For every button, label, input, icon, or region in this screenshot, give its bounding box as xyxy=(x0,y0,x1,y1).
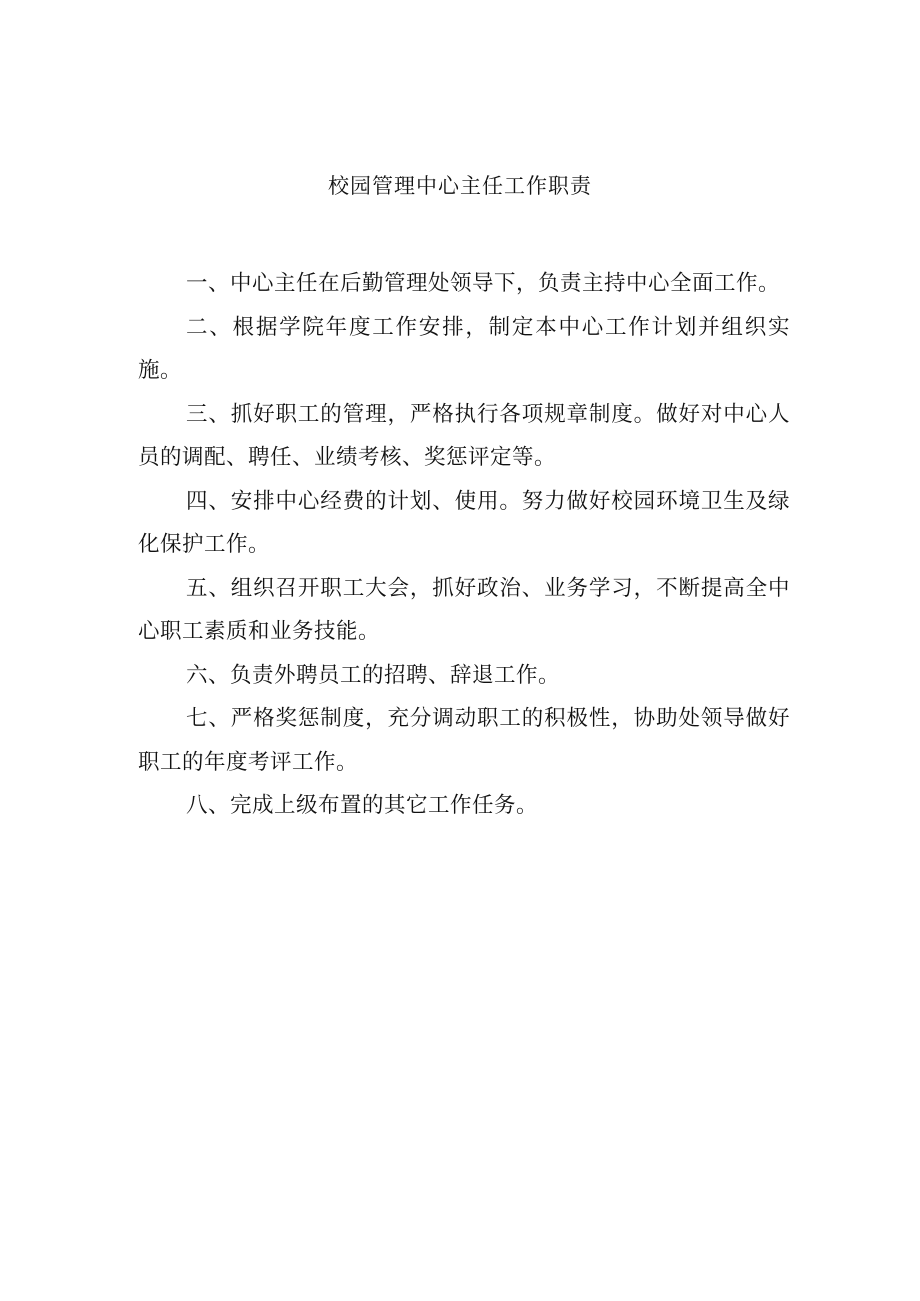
document-body xyxy=(138,262,790,828)
duty-item-4: 四、安排中心经费的计划、使用。努力做好校园环境卫生及绿化保护工作。 xyxy=(138,488,790,557)
duty-item-3: 三、抓好职工的管理，严格执行各项规章制度。做好对中心人员的调配、聘任、业绩考核、奖惩评定等。 xyxy=(138,401,790,470)
duty-item-6: 六、负责外聘员工的招聘、辞退工作。 xyxy=(186,662,561,688)
duty-item-8: 八、完成上级布置的其它工作任务。 xyxy=(186,793,539,818)
duty-item-7: 七、严格奖惩制度，充分调动职工的积极性，协助处领导做好职工的年度考评工作。 xyxy=(138,706,790,775)
document-title: 校园管理中心主任工作职责 xyxy=(328,174,592,198)
duty-item-5: 五、组织召开职工大会，抓好政治、业务学习，不断提高全中心职工素质和业务技能。 xyxy=(138,575,790,644)
duty-item-1: 一、中心主任在后勤管理处领导下，负责主持中心全面工作。 xyxy=(186,271,781,296)
duty-item-2: 二、根据学院年度工作安排，制定本中心工作计划并组织实施。 xyxy=(138,314,790,383)
